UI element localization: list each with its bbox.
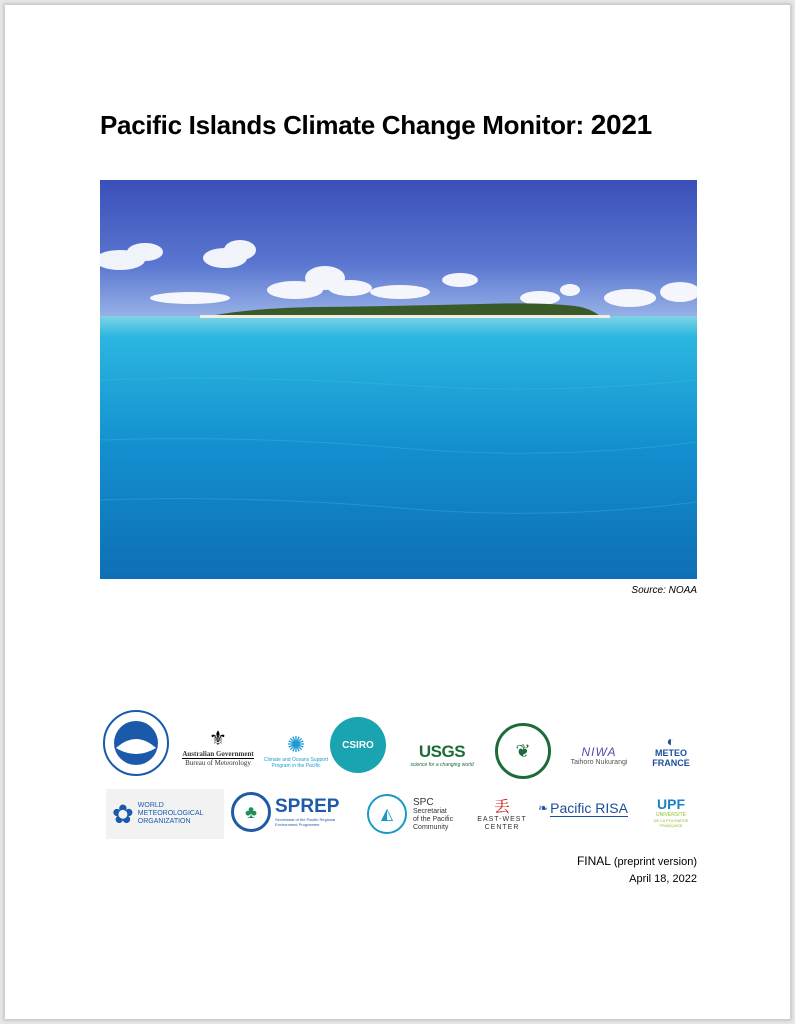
ewc-line2: CENTER bbox=[484, 824, 520, 831]
title-main: Pacific Islands Climate Change Monitor: bbox=[100, 110, 584, 140]
publication-date: April 18, 2022 bbox=[629, 873, 697, 885]
sprep-emblem-icon: ♣ bbox=[231, 792, 271, 832]
wmo-line2: METEOROLOGICAL bbox=[137, 810, 204, 817]
final-status bbox=[445, 854, 697, 868]
spc-sub1: Secretariat bbox=[413, 807, 447, 815]
csiro-logo bbox=[330, 717, 386, 773]
page-title bbox=[100, 109, 700, 141]
risa-label: Pacific RISA bbox=[550, 799, 628, 816]
coral-icon: ✺ bbox=[286, 732, 306, 757]
final-label: FINAL bbox=[576, 854, 611, 868]
uh-seal-icon: ❦ bbox=[515, 740, 531, 761]
niwa-label: NIWA bbox=[581, 745, 617, 759]
meteo-france-logo bbox=[645, 727, 697, 775]
wmo-line1: WORLD bbox=[137, 802, 164, 809]
east-west-center-logo bbox=[473, 793, 531, 839]
noaa-label: NOAA bbox=[125, 740, 147, 748]
document-page bbox=[4, 4, 791, 1020]
bom-logo bbox=[175, 717, 261, 777]
risa-emblem-icon: ❧ bbox=[538, 801, 549, 815]
title-year: 2021 bbox=[590, 109, 652, 140]
meteo-label2: FRANCE bbox=[652, 758, 690, 768]
bom-line2: Bureau of Meteorology bbox=[185, 758, 251, 767]
ewc-emblem-icon: 丢 bbox=[493, 799, 510, 816]
pacific-risa-logo bbox=[529, 793, 637, 823]
spc-sub3: Community bbox=[413, 823, 449, 831]
spc-sub2: of the Pacific bbox=[413, 815, 454, 823]
upf-label: UPF bbox=[657, 795, 685, 812]
sprep-label: SPREP bbox=[275, 796, 340, 817]
version-label: (preprint version) bbox=[613, 856, 697, 868]
upf-sub2: DE LA POLYNÉSIE FRANÇAISE bbox=[653, 817, 689, 828]
niwa-logo bbox=[561, 738, 637, 774]
image-caption: Source: NOAA bbox=[631, 585, 697, 596]
uh-label bbox=[6, 6, 7, 7]
uh-seal bbox=[495, 723, 551, 779]
meteo-label1: METEO bbox=[654, 748, 687, 758]
cosppac-label: Climate and Oceans Support Program in the Pacific bbox=[263, 757, 329, 769]
ewc-line1: EAST-WEST bbox=[477, 816, 527, 823]
spc-label: SPC bbox=[413, 796, 434, 808]
usgs-tagline: science for a changing world bbox=[410, 762, 474, 768]
bom-line1: Australian Government bbox=[182, 749, 254, 758]
spc-logo bbox=[367, 789, 467, 839]
wmo-logo bbox=[106, 789, 224, 839]
island-seascape-image bbox=[100, 180, 697, 579]
sprep-logo bbox=[231, 789, 359, 835]
usgs-label: USGS bbox=[418, 742, 466, 761]
upf-logo bbox=[645, 789, 697, 835]
csiro-label: CSIRO bbox=[342, 739, 374, 751]
wmo-line3: ORGANIZATION bbox=[137, 818, 191, 825]
cosppac-logo bbox=[261, 723, 331, 779]
meteo-france-icon: ◐ bbox=[666, 733, 676, 749]
spc-emblem-icon: ◭ bbox=[367, 794, 407, 834]
wmo-emblem-icon: ✿ bbox=[112, 798, 134, 829]
upf-sub1: UNIVERSITÉ bbox=[655, 811, 686, 818]
coat-of-arms-icon: ⚜ bbox=[209, 727, 227, 750]
sprep-sub: Secretariat of the Pacific Regional Environment Programme bbox=[275, 817, 336, 827]
usgs-logo bbox=[398, 739, 486, 771]
niwa-sub: Taihoro Nukurangi bbox=[570, 759, 628, 766]
cover-photo bbox=[100, 180, 697, 579]
